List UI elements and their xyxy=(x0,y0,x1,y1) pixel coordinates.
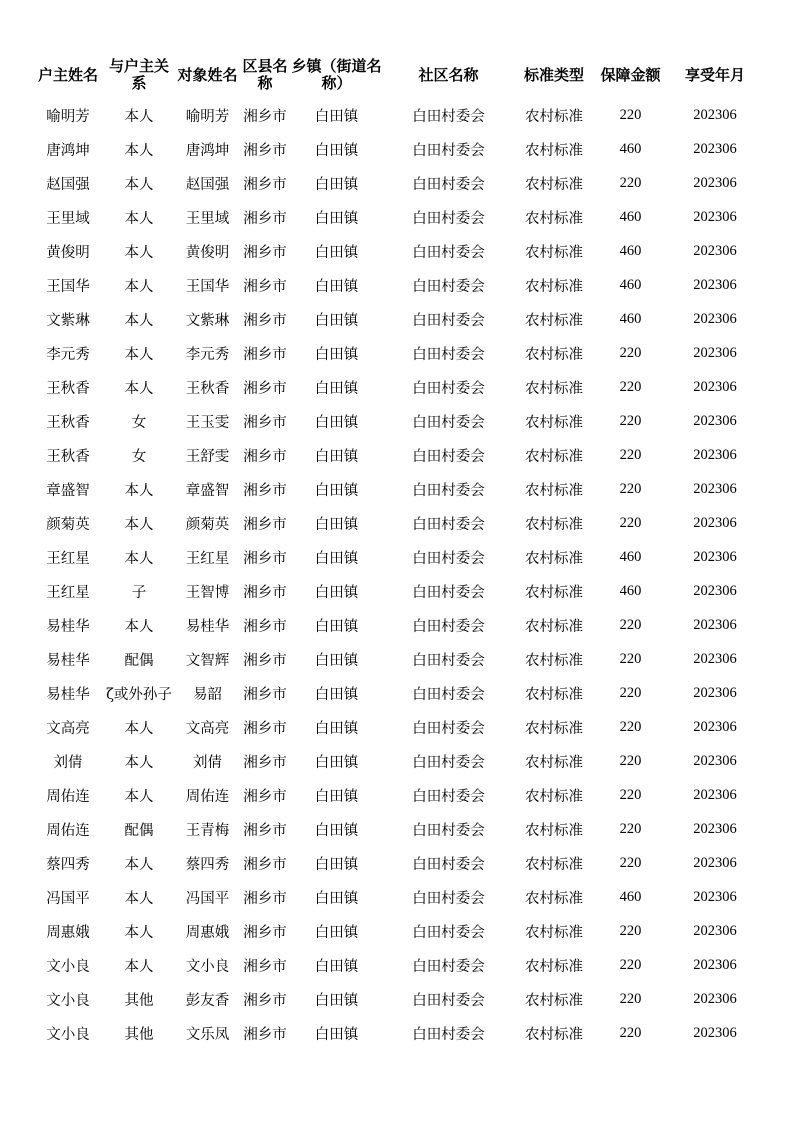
cell-county: 湘乡市 xyxy=(243,516,287,533)
cell-month: 202306 xyxy=(693,990,737,1007)
cell-township: 白田镇 xyxy=(314,754,359,771)
cell-household-head: 蔡四秀 xyxy=(46,856,90,873)
cell-amount: 220 xyxy=(619,446,642,463)
cell-community: 白田村委会 xyxy=(412,108,485,125)
cell-household-head: 刘倩 xyxy=(53,754,83,771)
cell-recipient: 王舒雯 xyxy=(185,448,230,465)
cell-county: 湘乡市 xyxy=(243,618,287,635)
table-row xyxy=(33,778,763,812)
header-township: 乡镇（街道名称） xyxy=(291,57,382,92)
cell-township: 白田镇 xyxy=(314,142,359,159)
cell-township: 白田镇 xyxy=(314,108,359,125)
cell-amount: 220 xyxy=(619,752,642,769)
table-row xyxy=(33,166,763,200)
cell-recipient: 颜菊英 xyxy=(185,516,230,533)
cell-township: 白田镇 xyxy=(314,210,359,227)
cell-recipient: 喻明芳 xyxy=(185,108,230,125)
cell-relationship: 其他 xyxy=(124,1026,154,1043)
cell-month: 202306 xyxy=(693,412,737,429)
cell-county: 湘乡市 xyxy=(243,856,287,873)
cell-recipient: 章盛智 xyxy=(185,482,230,499)
cell-community: 白田村委会 xyxy=(412,720,485,737)
cell-recipient: 周佑连 xyxy=(185,788,230,805)
table-header-row xyxy=(33,52,763,98)
header-recipient-name: 对象姓名 xyxy=(177,65,238,84)
cell-standard-type: 农村标准 xyxy=(525,992,583,1009)
cell-standard-type: 农村标准 xyxy=(525,210,583,227)
cell-amount: 220 xyxy=(619,344,642,361)
table-row xyxy=(33,880,763,914)
cell-county: 湘乡市 xyxy=(243,380,287,397)
header-amount: 保障金额 xyxy=(600,65,661,84)
cell-township: 白田镇 xyxy=(314,890,359,907)
cell-recipient: 文乐凤 xyxy=(185,1026,230,1043)
cell-amount: 460 xyxy=(619,582,642,599)
table-row xyxy=(33,370,763,404)
cell-county: 湘乡市 xyxy=(243,244,287,261)
cell-community: 白田村委会 xyxy=(412,346,485,363)
cell-relationship: 本人 xyxy=(124,176,154,193)
cell-township: 白田镇 xyxy=(314,448,359,465)
cell-recipient: 王红星 xyxy=(185,550,230,567)
cell-household-head: 章盛智 xyxy=(46,482,90,499)
cell-community: 白田村委会 xyxy=(412,448,485,465)
cell-relationship: 本人 xyxy=(124,142,154,159)
cell-household-head: 唐鸿坤 xyxy=(46,142,90,159)
cell-household-head: 文小良 xyxy=(46,958,90,975)
cell-county: 湘乡市 xyxy=(243,414,287,431)
cell-township: 白田镇 xyxy=(314,822,359,839)
cell-household-head: 周佑连 xyxy=(46,822,90,839)
table-row xyxy=(33,234,763,268)
cell-amount: 460 xyxy=(619,276,642,293)
cell-month: 202306 xyxy=(693,854,737,871)
cell-month: 202306 xyxy=(693,208,737,225)
cell-community: 白田村委会 xyxy=(412,278,485,295)
cell-recipient: 易桂华 xyxy=(185,618,230,635)
cell-amount: 220 xyxy=(619,718,642,735)
cell-amount: 220 xyxy=(619,956,642,973)
table-row xyxy=(33,710,763,744)
cell-relationship: ζ或外孙子 xyxy=(106,686,172,703)
cell-community: 白田村委会 xyxy=(412,482,485,499)
cell-relationship: 其他 xyxy=(124,992,154,1009)
cell-community: 白田村委会 xyxy=(412,550,485,567)
cell-community: 白田村委会 xyxy=(412,924,485,941)
cell-county: 湘乡市 xyxy=(243,1026,287,1043)
cell-household-head: 文紫琳 xyxy=(46,312,90,329)
cell-community: 白田村委会 xyxy=(412,380,485,397)
cell-household-head: 王国华 xyxy=(46,278,90,295)
cell-relationship: 本人 xyxy=(124,482,154,499)
cell-amount: 220 xyxy=(619,820,642,837)
cell-household-head: 李元秀 xyxy=(46,346,90,363)
cell-recipient: 彭友香 xyxy=(185,992,230,1009)
cell-recipient: 文紫琳 xyxy=(185,312,230,329)
table-row xyxy=(33,676,763,710)
cell-community: 白田村委会 xyxy=(412,618,485,635)
cell-county: 湘乡市 xyxy=(243,142,287,159)
cell-month: 202306 xyxy=(693,378,737,395)
cell-standard-type: 农村标准 xyxy=(525,754,583,771)
cell-amount: 220 xyxy=(619,854,642,871)
table-row xyxy=(33,540,763,574)
cell-county: 湘乡市 xyxy=(243,924,287,941)
cell-amount: 220 xyxy=(619,786,642,803)
cell-recipient: 王青梅 xyxy=(185,822,230,839)
cell-household-head: 王红星 xyxy=(46,550,90,567)
table-row xyxy=(33,948,763,982)
table-row xyxy=(33,200,763,234)
cell-community: 白田村委会 xyxy=(412,652,485,669)
cell-standard-type: 农村标准 xyxy=(525,788,583,805)
cell-community: 白田村委会 xyxy=(412,856,485,873)
table-row xyxy=(33,438,763,472)
cell-household-head: 文小良 xyxy=(46,992,90,1009)
cell-township: 白田镇 xyxy=(314,584,359,601)
cell-month: 202306 xyxy=(693,174,737,191)
cell-county: 湘乡市 xyxy=(243,992,287,1009)
cell-amount: 220 xyxy=(619,514,642,531)
cell-month: 202306 xyxy=(693,548,737,565)
cell-relationship: 本人 xyxy=(124,618,154,635)
cell-standard-type: 农村标准 xyxy=(525,822,583,839)
cell-recipient: 冯国平 xyxy=(185,890,230,907)
cell-month: 202306 xyxy=(693,242,737,259)
table-row xyxy=(33,268,763,302)
cell-household-head: 黄俊明 xyxy=(46,244,90,261)
cell-month: 202306 xyxy=(693,140,737,157)
cell-month: 202306 xyxy=(693,820,737,837)
cell-amount: 220 xyxy=(619,990,642,1007)
cell-amount: 220 xyxy=(619,174,642,191)
cell-standard-type: 农村标准 xyxy=(525,346,583,363)
cell-county: 湘乡市 xyxy=(243,482,287,499)
table-row xyxy=(33,744,763,778)
header-month: 享受年月 xyxy=(684,65,745,84)
cell-recipient: 文小良 xyxy=(185,958,230,975)
table-row xyxy=(33,574,763,608)
cell-amount: 220 xyxy=(619,412,642,429)
cell-standard-type: 农村标准 xyxy=(525,618,583,635)
cell-standard-type: 农村标准 xyxy=(525,278,583,295)
cell-standard-type: 农村标准 xyxy=(525,1026,583,1043)
cell-amount: 220 xyxy=(619,1024,642,1041)
cell-county: 湘乡市 xyxy=(243,346,287,363)
cell-month: 202306 xyxy=(693,1024,737,1041)
subsidy-roster-table xyxy=(33,52,763,1050)
cell-month: 202306 xyxy=(693,752,737,769)
cell-recipient: 赵国强 xyxy=(185,176,230,193)
cell-community: 白田村委会 xyxy=(412,822,485,839)
cell-recipient: 王秋香 xyxy=(185,380,230,397)
cell-month: 202306 xyxy=(693,786,737,803)
cell-community: 白田村委会 xyxy=(412,142,485,159)
cell-month: 202306 xyxy=(693,344,737,361)
cell-recipient: 蔡四秀 xyxy=(185,856,230,873)
cell-household-head: 文高亮 xyxy=(46,720,90,737)
cell-household-head: 王秋香 xyxy=(46,414,90,431)
cell-standard-type: 农村标准 xyxy=(525,244,583,261)
cell-relationship: 配偶 xyxy=(124,652,154,669)
cell-household-head: 易桂华 xyxy=(46,618,90,635)
cell-township: 白田镇 xyxy=(314,380,359,397)
cell-amount: 220 xyxy=(619,378,642,395)
cell-relationship: 本人 xyxy=(124,924,154,941)
table-row xyxy=(33,506,763,540)
cell-household-head: 易桂华 xyxy=(46,652,90,669)
cell-township: 白田镇 xyxy=(314,958,359,975)
cell-relationship: 配偶 xyxy=(124,822,154,839)
cell-amount: 220 xyxy=(619,922,642,939)
header-standard-type: 标准类型 xyxy=(523,65,584,84)
table-row xyxy=(33,642,763,676)
cell-household-head: 冯国平 xyxy=(46,890,90,907)
cell-county: 湘乡市 xyxy=(243,686,287,703)
cell-recipient: 易韶 xyxy=(193,686,222,703)
table-row xyxy=(33,1016,763,1050)
cell-county: 湘乡市 xyxy=(243,176,287,193)
cell-relationship: 本人 xyxy=(124,346,154,363)
cell-relationship: 本人 xyxy=(124,278,154,295)
cell-amount: 460 xyxy=(619,888,642,905)
cell-relationship: 本人 xyxy=(124,720,154,737)
cell-recipient: 周惠娥 xyxy=(185,924,230,941)
cell-county: 湘乡市 xyxy=(243,754,287,771)
cell-community: 白田村委会 xyxy=(412,788,485,805)
cell-county: 湘乡市 xyxy=(243,210,287,227)
cell-relationship: 本人 xyxy=(124,108,154,125)
cell-standard-type: 农村标准 xyxy=(525,108,583,125)
cell-township: 白田镇 xyxy=(314,516,359,533)
cell-amount: 460 xyxy=(619,140,642,157)
cell-standard-type: 农村标准 xyxy=(525,142,583,159)
cell-household-head: 喻明芳 xyxy=(46,108,90,125)
cell-relationship: 本人 xyxy=(124,550,154,567)
cell-recipient: 王玉雯 xyxy=(185,414,230,431)
cell-township: 白田镇 xyxy=(314,720,359,737)
cell-relationship: 本人 xyxy=(124,380,154,397)
cell-relationship: 本人 xyxy=(124,958,154,975)
table-row xyxy=(33,914,763,948)
cell-county: 湘乡市 xyxy=(243,584,287,601)
cell-standard-type: 农村标准 xyxy=(525,958,583,975)
cell-month: 202306 xyxy=(693,582,737,599)
cell-county: 湘乡市 xyxy=(243,958,287,975)
cell-household-head: 王红星 xyxy=(46,584,90,601)
cell-county: 湘乡市 xyxy=(243,652,287,669)
cell-township: 白田镇 xyxy=(314,618,359,635)
cell-community: 白田村委会 xyxy=(412,176,485,193)
cell-amount: 220 xyxy=(619,106,642,123)
cell-recipient: 黄俊明 xyxy=(185,244,230,261)
cell-community: 白田村委会 xyxy=(412,1026,485,1043)
cell-relationship: 本人 xyxy=(124,856,154,873)
table-row xyxy=(33,812,763,846)
cell-month: 202306 xyxy=(693,276,737,293)
cell-county: 湘乡市 xyxy=(243,788,287,805)
table-row xyxy=(33,608,763,642)
cell-standard-type: 农村标准 xyxy=(525,380,583,397)
cell-month: 202306 xyxy=(693,514,737,531)
header-relationship: 与户主关系 xyxy=(108,57,169,92)
cell-relationship: 本人 xyxy=(124,516,154,533)
cell-amount: 460 xyxy=(619,310,642,327)
cell-month: 202306 xyxy=(693,310,737,327)
cell-month: 202306 xyxy=(693,616,737,633)
cell-standard-type: 农村标准 xyxy=(525,550,583,567)
cell-community: 白田村委会 xyxy=(412,958,485,975)
cell-relationship: 子 xyxy=(131,584,147,601)
cell-standard-type: 农村标准 xyxy=(525,720,583,737)
cell-county: 湘乡市 xyxy=(243,890,287,907)
cell-community: 白田村委会 xyxy=(412,890,485,907)
cell-township: 白田镇 xyxy=(314,278,359,295)
cell-community: 白田村委会 xyxy=(412,992,485,1009)
cell-standard-type: 农村标准 xyxy=(525,516,583,533)
cell-recipient: 唐鸿坤 xyxy=(185,142,230,159)
cell-standard-type: 农村标准 xyxy=(525,686,583,703)
cell-amount: 460 xyxy=(619,242,642,259)
cell-standard-type: 农村标准 xyxy=(525,924,583,941)
table-row xyxy=(33,302,763,336)
cell-township: 白田镇 xyxy=(314,652,359,669)
cell-community: 白田村委会 xyxy=(412,584,485,601)
cell-standard-type: 农村标准 xyxy=(525,856,583,873)
cell-amount: 220 xyxy=(619,650,642,667)
cell-township: 白田镇 xyxy=(314,414,359,431)
table-row xyxy=(33,404,763,438)
cell-relationship: 本人 xyxy=(124,754,154,771)
cell-township: 白田镇 xyxy=(314,550,359,567)
cell-recipient: 文智辉 xyxy=(185,652,230,669)
cell-county: 湘乡市 xyxy=(243,312,287,329)
cell-standard-type: 农村标准 xyxy=(525,652,583,669)
cell-household-head: 周惠娥 xyxy=(46,924,90,941)
cell-county: 湘乡市 xyxy=(243,720,287,737)
header-county: 区县名称 xyxy=(242,57,288,92)
cell-standard-type: 农村标准 xyxy=(525,414,583,431)
cell-township: 白田镇 xyxy=(314,244,359,261)
cell-community: 白田村委会 xyxy=(412,516,485,533)
header-community: 社区名称 xyxy=(418,65,479,84)
cell-household-head: 文小良 xyxy=(46,1026,90,1043)
cell-relationship: 本人 xyxy=(124,312,154,329)
cell-recipient: 王智博 xyxy=(185,584,230,601)
cell-amount: 220 xyxy=(619,480,642,497)
cell-community: 白田村委会 xyxy=(412,210,485,227)
cell-month: 202306 xyxy=(693,684,737,701)
cell-month: 202306 xyxy=(693,106,737,123)
cell-month: 202306 xyxy=(693,446,737,463)
table-row xyxy=(33,132,763,166)
cell-household-head: 周佑连 xyxy=(46,788,90,805)
cell-township: 白田镇 xyxy=(314,482,359,499)
cell-township: 白田镇 xyxy=(314,1026,359,1043)
cell-month: 202306 xyxy=(693,480,737,497)
cell-county: 湘乡市 xyxy=(243,108,287,125)
cell-amount: 220 xyxy=(619,684,642,701)
cell-household-head: 王秋香 xyxy=(46,380,90,397)
cell-recipient: 文高亮 xyxy=(185,720,230,737)
cell-county: 湘乡市 xyxy=(243,278,287,295)
cell-household-head: 赵国强 xyxy=(46,176,90,193)
cell-month: 202306 xyxy=(693,922,737,939)
cell-county: 湘乡市 xyxy=(243,822,287,839)
cell-community: 白田村委会 xyxy=(412,312,485,329)
cell-amount: 460 xyxy=(619,548,642,565)
table-body xyxy=(33,98,763,1050)
cell-township: 白田镇 xyxy=(314,992,359,1009)
cell-standard-type: 农村标准 xyxy=(525,312,583,329)
cell-relationship: 女 xyxy=(131,448,147,465)
cell-household-head: 颜菊英 xyxy=(46,516,90,533)
cell-relationship: 本人 xyxy=(124,210,154,227)
cell-standard-type: 农村标准 xyxy=(525,584,583,601)
cell-household-head: 王里域 xyxy=(46,210,90,227)
cell-household-head: 王秋香 xyxy=(46,448,90,465)
cell-township: 白田镇 xyxy=(314,346,359,363)
cell-standard-type: 农村标准 xyxy=(525,176,583,193)
cell-household-head: 易桂华 xyxy=(46,686,90,703)
cell-recipient: 李元秀 xyxy=(185,346,230,363)
table-row xyxy=(33,846,763,880)
cell-township: 白田镇 xyxy=(314,856,359,873)
cell-amount: 220 xyxy=(619,616,642,633)
cell-community: 白田村委会 xyxy=(412,244,485,261)
cell-county: 湘乡市 xyxy=(243,448,287,465)
cell-community: 白田村委会 xyxy=(412,414,485,431)
cell-amount: 460 xyxy=(619,208,642,225)
cell-standard-type: 农村标准 xyxy=(525,890,583,907)
cell-month: 202306 xyxy=(693,956,737,973)
table-row xyxy=(33,336,763,370)
cell-community: 白田村委会 xyxy=(412,686,485,703)
cell-month: 202306 xyxy=(693,718,737,735)
cell-county: 湘乡市 xyxy=(243,550,287,567)
cell-standard-type: 农村标准 xyxy=(525,448,583,465)
cell-month: 202306 xyxy=(693,888,737,905)
cell-recipient: 王国华 xyxy=(185,278,230,295)
cell-relationship: 本人 xyxy=(124,890,154,907)
cell-recipient: 刘倩 xyxy=(193,754,222,771)
header-household-head-name: 户主姓名 xyxy=(37,65,98,84)
cell-township: 白田镇 xyxy=(314,924,359,941)
cell-community: 白田村委会 xyxy=(412,754,485,771)
cell-month: 202306 xyxy=(693,650,737,667)
table-row xyxy=(33,472,763,506)
cell-township: 白田镇 xyxy=(314,312,359,329)
cell-relationship: 女 xyxy=(131,414,147,431)
cell-recipient: 王里域 xyxy=(185,210,230,227)
cell-relationship: 本人 xyxy=(124,788,154,805)
table-row xyxy=(33,98,763,132)
cell-relationship: 本人 xyxy=(124,244,154,261)
cell-standard-type: 农村标准 xyxy=(525,482,583,499)
cell-township: 白田镇 xyxy=(314,788,359,805)
cell-township: 白田镇 xyxy=(314,686,359,703)
table-row xyxy=(33,982,763,1016)
cell-township: 白田镇 xyxy=(314,176,359,193)
